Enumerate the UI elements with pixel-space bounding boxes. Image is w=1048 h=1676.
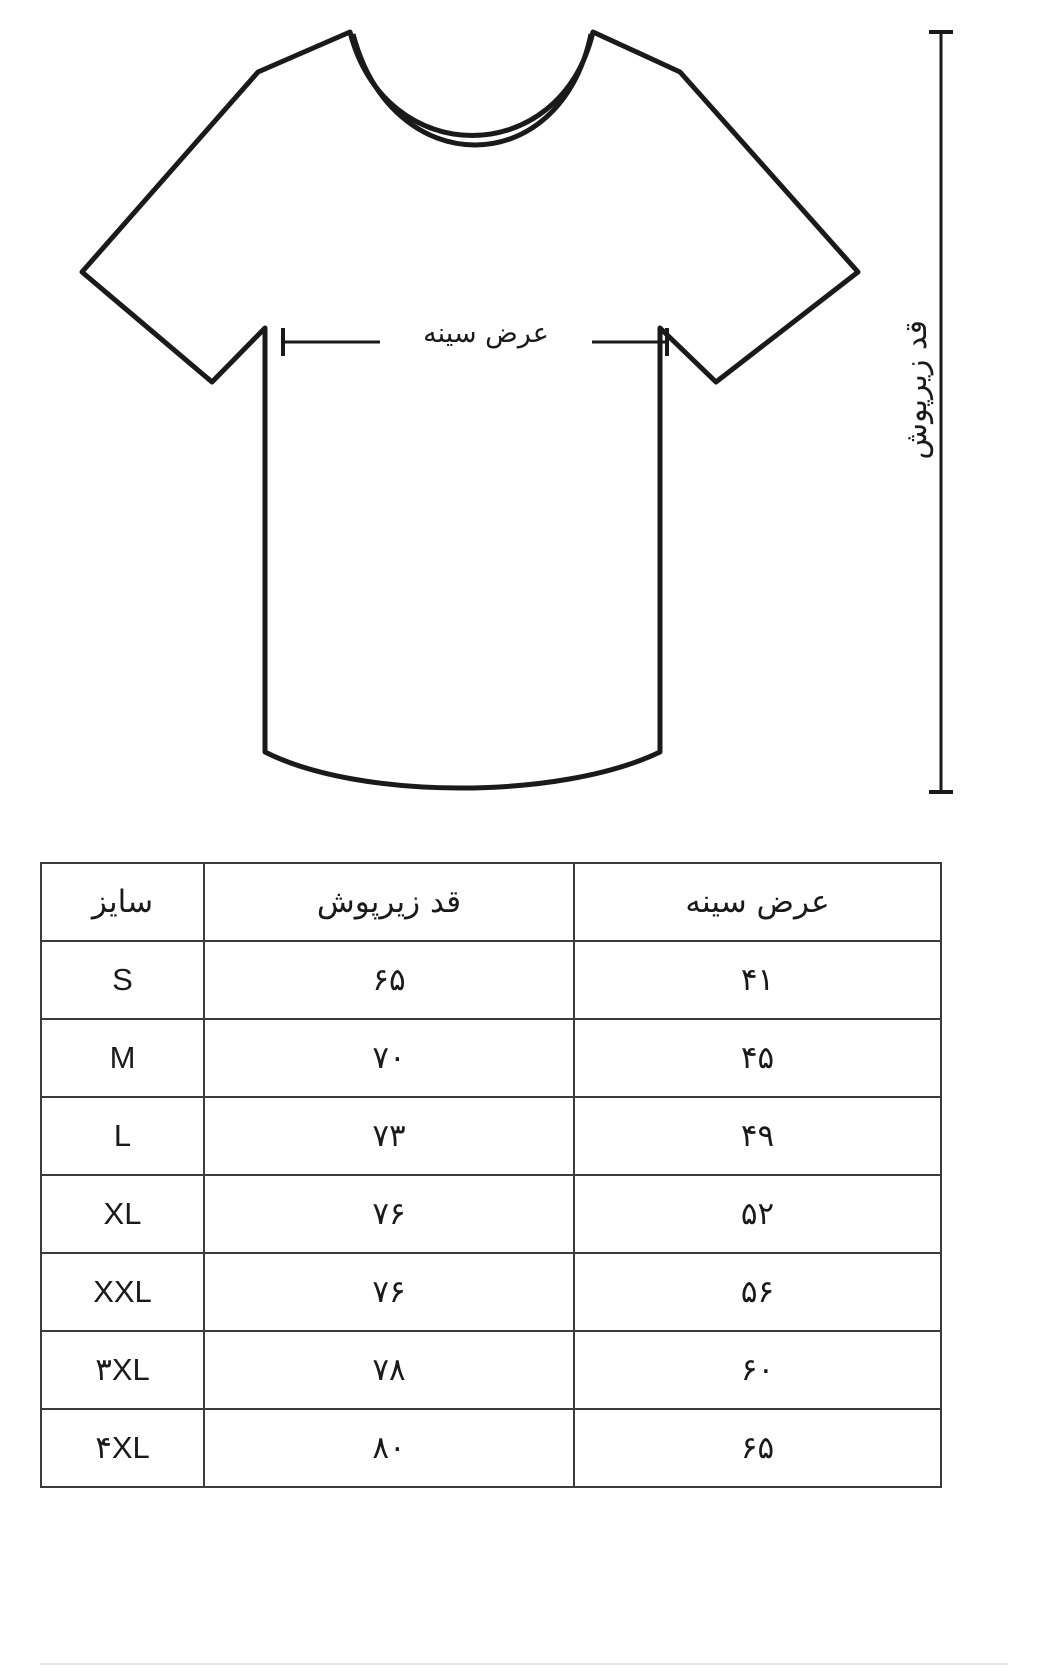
cell-size: ۴XL bbox=[41, 1409, 204, 1487]
cell-chest: ۴۱ bbox=[574, 941, 941, 1019]
cell-size: M bbox=[41, 1019, 204, 1097]
cell-length: ۷۳ bbox=[204, 1097, 574, 1175]
chest-width-label: عرض سینه bbox=[380, 318, 592, 350]
cell-length: ۷۶ bbox=[204, 1253, 574, 1331]
cell-length: ۷۸ bbox=[204, 1331, 574, 1409]
undershirt-length-label: قد زیرپوش bbox=[899, 320, 934, 460]
table-row bbox=[41, 1019, 941, 1097]
cell-chest: ۴۹ bbox=[574, 1097, 941, 1175]
column-header-size: سایز bbox=[41, 863, 204, 941]
cell-size: XXL bbox=[41, 1253, 204, 1331]
tshirt-outline-icon bbox=[40, 10, 920, 820]
size-table bbox=[40, 862, 942, 1488]
cell-chest: ۶۰ bbox=[574, 1331, 941, 1409]
cell-chest: ۵۶ bbox=[574, 1253, 941, 1331]
cell-size: S bbox=[41, 941, 204, 1019]
cell-size: L bbox=[41, 1097, 204, 1175]
table-row bbox=[41, 1253, 941, 1331]
divider bbox=[40, 1663, 1008, 1665]
cell-length: ۷۶ bbox=[204, 1175, 574, 1253]
size-table-container bbox=[42, 862, 942, 1488]
cell-size: XL bbox=[41, 1175, 204, 1253]
table-row bbox=[41, 1331, 941, 1409]
table-row bbox=[41, 1409, 941, 1487]
cell-length: ۸۰ bbox=[204, 1409, 574, 1487]
column-header-chest: عرض سینه bbox=[574, 863, 941, 941]
column-header-length: قد زیرپوش bbox=[204, 863, 574, 941]
cell-chest: ۶۵ bbox=[574, 1409, 941, 1487]
cell-size: ۳XL bbox=[41, 1331, 204, 1409]
cell-chest: ۴۵ bbox=[574, 1019, 941, 1097]
table-row bbox=[41, 1097, 941, 1175]
cell-length: ۷۰ bbox=[204, 1019, 574, 1097]
table-row bbox=[41, 1175, 941, 1253]
table-row bbox=[41, 941, 941, 1019]
cell-length: ۶۵ bbox=[204, 941, 574, 1019]
table-header-row bbox=[41, 863, 941, 941]
cell-chest: ۵۲ bbox=[574, 1175, 941, 1253]
